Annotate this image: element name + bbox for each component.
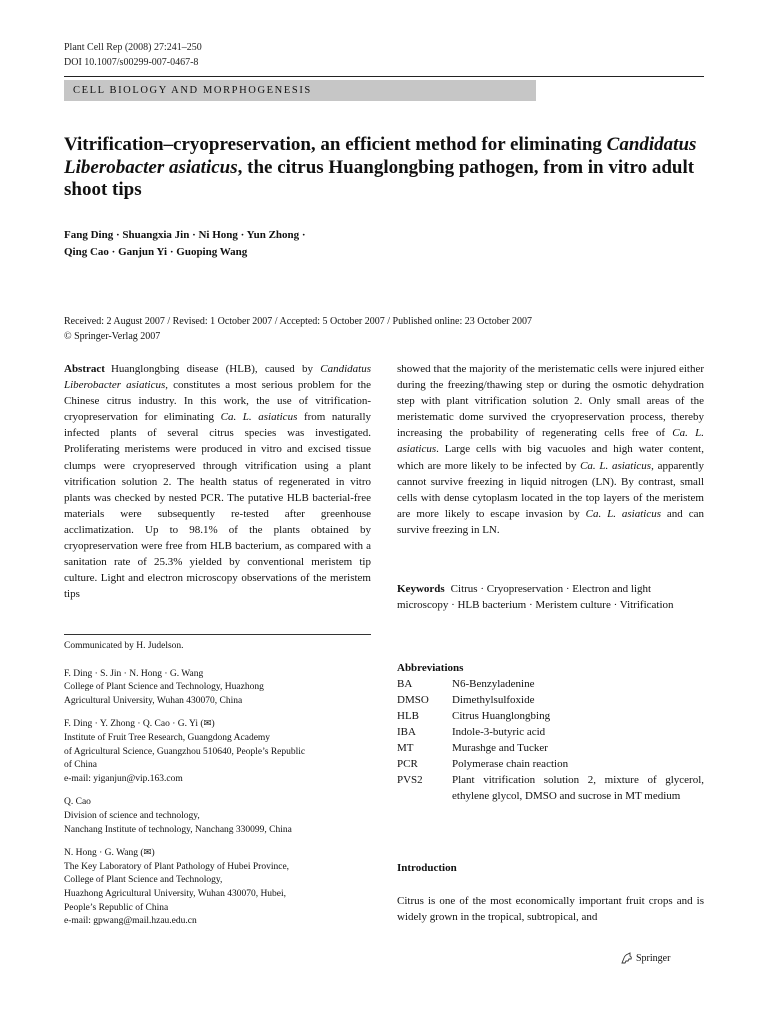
abstract-text: , constitutes a most serious problem for the Chinese citrus industry. In this work, the use of vitrification-cryopreservation for eliminating	[64, 379, 371, 424]
abbr-key: HLB	[397, 710, 419, 722]
abbr-def: Polymerase chain reaction	[452, 758, 569, 770]
affiliation-line: Division of science and technology,	[64, 810, 200, 821]
abbr-row	[397, 756, 704, 772]
affiliation-line: Institute of Fruit Tree Research, Guangdong Academy	[64, 732, 271, 743]
publisher-name: Springer	[636, 953, 671, 964]
abbr-row	[397, 708, 704, 724]
introduction-heading: Introduction	[397, 862, 457, 874]
email-link[interactable]: e-mail: yiganjun@vip.163.com	[64, 773, 183, 784]
publication-dates	[64, 314, 704, 344]
abbr-row	[397, 772, 704, 804]
communicated-by: Communicated by H. Judelson.	[64, 641, 184, 651]
abbr-key: PCR	[397, 758, 418, 770]
species-name: Ca. L. asiaticus	[397, 427, 704, 456]
species-name: Ca. L. asiaticus	[220, 411, 298, 424]
affiliation-3	[64, 796, 371, 837]
abbreviations-table	[397, 676, 704, 804]
affiliation-line: Huazhong Agricultural University, Wuhan 430070, Hubei,	[64, 888, 287, 899]
abbr-row	[397, 676, 704, 692]
affiliation-names: F. Ding · S. Jin · N. Hong · G. Wang	[64, 668, 204, 679]
authors-line-2[interactable]: Qing Cao · Ganjun Yi · Guoping Wang	[64, 245, 248, 258]
abstract-left	[64, 361, 371, 602]
footnote-rule	[64, 634, 371, 635]
abstract-right	[397, 361, 704, 538]
affiliation-names: F. Ding · Y. Zhong · Q. Cao · G. Yi (✉)	[64, 719, 215, 730]
affiliation-names: N. Hong · G. Wang (✉)	[64, 848, 155, 859]
abbreviations-heading: Abbreviations	[397, 662, 464, 674]
affiliation-line: Nanchang Institute of technology, Nanchang 330099, China	[64, 824, 292, 835]
abbr-def: Plant vitrification solution 2, mixture of glycerol, ethylene glycol, DMSO and sucrose in MT medium	[452, 774, 704, 802]
title-part-2: , the citrus Huanglongbing pathogen, from in vitro adult shoot tips	[64, 156, 695, 200]
abbr-key: MT	[397, 742, 414, 754]
affiliation-line: College of Plant Science and Technology,	[64, 875, 223, 886]
abbr-def: Citrus Huanglongbing	[452, 710, 551, 722]
affiliation-line: of China	[64, 760, 97, 771]
keywords	[397, 581, 704, 613]
abstract-label: Abstract	[64, 363, 105, 375]
affiliation-line: Agricultural University, Wuhan 430070, China	[64, 695, 243, 706]
abstract-text: from naturally infected plants of several citrus species was investigated. Proliferating meristems were produced in vitro and excised tissue clumps were cryopreserved through vitrification using a plant vitrification solution 2. The health status of regenerated in vitro plants was checked by nested PCR. The putative HLB bacterial-free materials were subsequently re-tested after greenhouse acclimatization. Up to 98.1% of the plants obtained by cryopreservation were free from HLB bacterium, as compared with a sanitation rate of 25.3% yielded by conventional meristem tip culture. Light and electron microscopy observations of the meristem tips	[64, 411, 372, 601]
abstract-text: and can survive freezing in LN.	[397, 507, 704, 536]
abbr-key: DMSO	[397, 694, 429, 706]
doi[interactable]: DOI 10.1007/s00299-007-0467-8	[64, 57, 199, 68]
abbreviations	[397, 660, 704, 804]
copyright-line: © Springer-Verlag 2007	[64, 331, 161, 342]
abstract-text: , apparently cannot survive freezing in liquid nitrogen (LN). By contrast, small cells with dense cytoplasm located in the top layers of the meristem are more likely to escape invasion by	[397, 459, 704, 520]
abstract-text: showed that the majority of the meristematic cells were injured either during the freezing/thawing step or during the osmotic dehydration step with plant vitrification solution 2. Only small areas of the meristematic dome survived the cryopreservation process, thereby increasing the probability of regenerating cells free of	[397, 363, 704, 440]
abbr-key: BA	[397, 678, 413, 690]
keywords-label: Keywords	[397, 583, 445, 595]
email-link[interactable]: e-mail: gpwang@mail.hzau.edu.cn	[64, 916, 197, 927]
received-line: Received: 2 August 2007 / Revised: 1 October 2007 / Accepted: 5 October 2007 / Published online: 23 October 2007	[64, 316, 532, 327]
affiliation-line: People’s Republic of China	[64, 902, 169, 913]
abbr-def: N6-Benzyladenine	[452, 678, 535, 690]
abbr-row	[397, 692, 704, 708]
abbr-row	[397, 724, 704, 740]
abbr-def: Murashge and Tucker	[452, 742, 548, 754]
species-name: Ca. L. asiaticus	[580, 459, 652, 472]
affiliation-line: College of Plant Science and Technology, Huazhong	[64, 682, 264, 693]
abstract-text: Huanglongbing disease (HLB), caused by	[110, 363, 321, 375]
header-rule	[64, 76, 704, 77]
authors-line-1[interactable]: Fang Ding · Shuangxia Jin · Ni Hong · Yun Zhong ·	[64, 229, 306, 241]
affiliation-1	[64, 668, 371, 709]
title-part-1: Vitrification–cryopreservation, an efficient method for eliminating	[64, 134, 602, 155]
article-title	[64, 134, 704, 202]
affiliation-2	[64, 718, 371, 786]
affiliation-line: The Key Laboratory of Plant Pathology of Hubei Province,	[64, 861, 290, 872]
affiliation-line: of Agricultural Science, Guangzhou 510640, People’s Republic	[64, 746, 306, 757]
abbr-key: PVS2	[397, 774, 423, 786]
section-label: CELL BIOLOGY AND MORPHOGENESIS	[64, 80, 536, 101]
title-italic: Candidatus Liberobacter asiaticus	[64, 134, 697, 178]
footnotes	[64, 640, 371, 939]
keywords-text: Citrus · Cryopreservation · Electron and light microscopy · HLB bacterium · Meristem culture · Vitrification	[397, 583, 674, 612]
affiliation-4	[64, 847, 371, 929]
species-name: Ca. L. asiaticus	[585, 507, 662, 520]
affiliation-names: Q. Cao	[64, 797, 91, 808]
journal-citation: Plant Cell Rep (2008) 27:241–250	[64, 42, 202, 53]
publisher-logo	[620, 952, 670, 965]
abbr-def: Indole-3-butyric acid	[452, 726, 546, 738]
introduction-text: Citrus is one of the most economically important fruit crops and is widely grown in the tropical, subtropical, and	[397, 895, 704, 924]
abbr-def: Dimethylsulfoxide	[452, 694, 535, 706]
springer-horse-icon	[620, 952, 633, 965]
author-list	[64, 227, 704, 260]
abbr-row	[397, 740, 704, 756]
abstract-text: . Large cells with big vacuoles and high water content, which are more likely to be infected by	[397, 443, 704, 472]
species-name: Candidatus Liberobacter asiaticus	[64, 363, 371, 392]
abbr-key: IBA	[397, 726, 416, 738]
